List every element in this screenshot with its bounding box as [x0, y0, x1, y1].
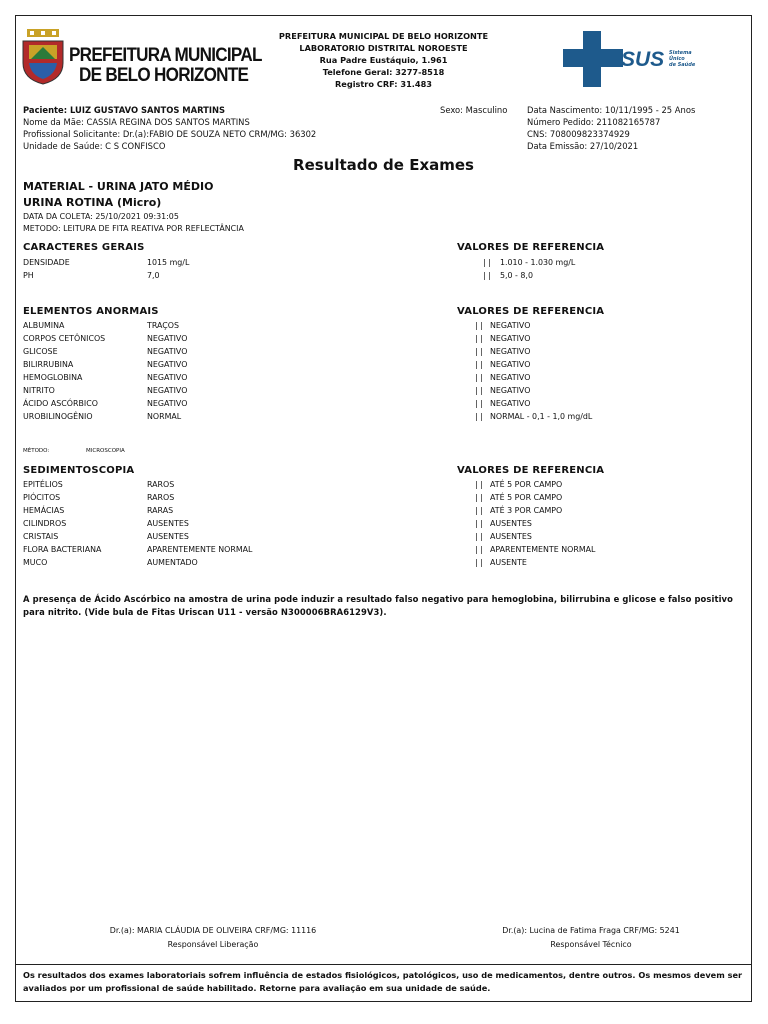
material-heading: MATERIAL - URINA JATO MÉDIO	[23, 180, 214, 193]
report-page	[15, 15, 752, 1002]
footer-divider	[16, 964, 751, 965]
header-line-5: Registro CRF: 31.483	[334, 79, 432, 89]
row-name: NITRITO	[23, 386, 55, 395]
row-name: DENSIDADE	[23, 258, 70, 267]
row-separator: | |	[475, 399, 483, 408]
row-name: CORPOS CETÔNICOS	[23, 334, 106, 343]
table-row	[23, 506, 743, 519]
row-separator: | |	[475, 321, 483, 330]
signature-name-right: Dr.(a): Lucina de Fatima Fraga CRF/MG: 5241	[502, 926, 680, 935]
logo-line-2: DE BELO HORIZONTE	[79, 65, 249, 86]
table-row	[23, 271, 743, 284]
sus-sub-3: de Saúde	[669, 62, 696, 68]
mother-name: Nome da Mãe: CASSIA REGINA DOS SANTOS MARTINS	[23, 117, 250, 127]
row-value: RAROS	[147, 493, 175, 502]
row-value: NORMAL	[147, 412, 182, 421]
table-row	[23, 412, 743, 425]
method2-label: MÉTODO:	[23, 448, 50, 454]
row-name: CRISTAIS	[23, 532, 59, 541]
table-row	[23, 493, 743, 506]
header-line-4: Telefone Geral: 3277-8518	[322, 67, 445, 77]
header-line-3: Rua Padre Eustáquio, 1.961	[319, 55, 448, 65]
row-separator: | |	[475, 360, 483, 369]
row-reference: NEGATIVO	[490, 360, 531, 369]
row-separator: | |	[475, 347, 483, 356]
row-value: NEGATIVO	[147, 386, 188, 395]
row-separator: | |	[475, 558, 483, 567]
row-separator: | |	[475, 506, 483, 515]
row-name: ÁCIDO ASCÓRBICO	[23, 399, 98, 408]
row-reference: 1.010 - 1.030 mg/L	[500, 258, 576, 267]
section-title-general: CARACTERES GERAIS	[23, 242, 145, 253]
row-name: BILIRRUBINA	[23, 360, 74, 369]
ascorbic-acid-note: A presença de Ácido Ascórbico na amostra de urina pode induzir a resultado falso negativo para hemoglobina, bilirrubina e glicose e falso positivo para nitrito. (Vide bula de Fitas Uriscan U11 - versão N300006BRA6129V3).	[23, 594, 733, 617]
row-reference: ATÉ 5 POR CAMPO	[490, 493, 563, 502]
row-value: NEGATIVO	[147, 399, 188, 408]
row-separator: | |	[475, 386, 483, 395]
table-row	[23, 386, 743, 399]
exam-heading: URINA ROTINA (Micro)	[23, 196, 162, 209]
table-row	[23, 399, 743, 412]
row-reference: AUSENTES	[490, 519, 532, 528]
row-value: RARAS	[147, 506, 174, 515]
table-row	[23, 321, 743, 334]
row-reference: ATÉ 5 POR CAMPO	[490, 480, 563, 489]
order-number: Número Pedido: 211082165787	[527, 117, 661, 127]
row-value: RAROS	[147, 480, 175, 489]
row-name: ALBUMINA	[23, 321, 65, 330]
row-separator: | |	[475, 334, 483, 343]
sus-logo	[563, 31, 713, 89]
row-separator: | |	[475, 532, 483, 541]
row-name: HEMÁCIAS	[23, 506, 65, 515]
row-reference: NEGATIVO	[490, 399, 531, 408]
section-title-abnormal: ELEMENTOS ANORMAIS	[23, 306, 159, 317]
row-reference: NEGATIVO	[490, 334, 531, 343]
row-name: EPITÉLIOS	[23, 480, 63, 489]
header-line-2: LABORATORIO DISTRITAL NOROESTE	[299, 43, 468, 53]
row-reference: NEGATIVO	[490, 386, 531, 395]
row-value: NEGATIVO	[147, 347, 188, 356]
row-value: NEGATIVO	[147, 373, 188, 382]
row-value: NEGATIVO	[147, 360, 188, 369]
birth-date: Data Nascimento: 10/11/1995 - 25 Anos	[527, 105, 696, 115]
row-value: TRAÇOS	[147, 321, 179, 330]
row-name: PH	[23, 271, 34, 280]
table-row	[23, 545, 743, 558]
row-separator: | |	[475, 493, 483, 502]
table-row	[23, 519, 743, 532]
row-reference: NEGATIVO	[490, 373, 531, 382]
row-reference: NEGATIVO	[490, 347, 531, 356]
health-unit: Unidade de Saúde: C S CONFISCO	[23, 141, 166, 151]
method-text: METODO: LEITURA DE FITA REATIVA POR REFLECTÂNCIA	[23, 224, 244, 233]
emission-date: Data Emissão: 27/10/2021	[527, 141, 639, 151]
table-row	[23, 258, 743, 271]
row-separator: | |	[475, 412, 483, 421]
row-separator: | |	[475, 545, 483, 554]
page-title: Resultado de Exames	[293, 156, 474, 174]
patient-name: Paciente: LUIZ GUSTAVO SANTOS MARTINS	[23, 105, 226, 115]
cns-number: CNS: 708009823374929	[527, 129, 630, 139]
row-name: PIÓCITOS	[23, 493, 61, 502]
header-line-1: PREFEITURA MUNICIPAL DE BELO HORIZONTE	[278, 31, 489, 41]
signature-role-left: Responsável Liberação	[167, 940, 259, 949]
footer-disclaimer: Os resultados dos exames laboratoriais sofrem influência de estados fisiológicos, patológicos, uso de medicamentos, dentre outros. Os mesmos devem ser avaliados por um profissional de saúde habilitado. Retorne para avaliação em sua unidade de saúde.	[23, 970, 743, 993]
sus-cross-icon	[563, 31, 627, 87]
row-separator: | |	[483, 258, 491, 267]
row-value: APARENTEMENTE NORMAL	[147, 545, 253, 554]
method2-value: MICROSCOPIA	[86, 448, 125, 454]
row-reference: AUSENTE	[490, 558, 527, 567]
section-title-sediment: SEDIMENTOSCOPIA	[23, 465, 135, 476]
table-row	[23, 360, 743, 373]
row-name: FLORA BACTERIANA	[23, 545, 102, 554]
table-row	[23, 558, 743, 571]
table-row	[23, 480, 743, 493]
row-separator: | |	[483, 271, 491, 280]
ref-header-sediment: VALORES DE REFERENCIA	[457, 465, 605, 476]
row-separator: | |	[475, 480, 483, 489]
patient-sex: Sexo: Masculino	[440, 105, 508, 115]
row-reference: NORMAL - 0,1 - 1,0 mg/dL	[490, 412, 593, 421]
sus-text: SUS	[621, 48, 665, 71]
row-name: UROBILINOGÊNIO	[23, 412, 93, 421]
row-name: MUCO	[23, 558, 48, 567]
row-name: GLICOSE	[23, 347, 58, 356]
row-reference: 5,0 - 8,0	[500, 271, 533, 280]
sus-sub-1: Sistema	[669, 50, 692, 56]
requesting-professional: Profissional Solicitante: Dr.(a):FABIO DE SOUZA NETO CRM/MG: 36302	[23, 129, 317, 139]
signature-name-left: Dr.(a): MARIA CLÁUDIA DE OLIVEIRA CRF/MG: 11116	[109, 926, 317, 935]
row-separator: | |	[475, 373, 483, 382]
row-name: HEMOGLOBINA	[23, 373, 83, 382]
signature-role-right: Responsável Técnico	[550, 940, 632, 949]
row-value: 7,0	[147, 271, 160, 280]
table-row	[23, 532, 743, 545]
row-reference: ATÉ 3 POR CAMPO	[490, 506, 563, 515]
logo-line-1: PREFEITURA MUNICIPAL	[69, 45, 262, 66]
row-separator: | |	[475, 519, 483, 528]
row-value: AUSENTES	[147, 532, 189, 541]
row-reference: AUSENTES	[490, 532, 532, 541]
sus-sub-2: Único	[669, 56, 685, 62]
row-value: AUMENTADO	[147, 558, 198, 567]
row-value: 1015 mg/L	[147, 258, 190, 267]
row-reference: NEGATIVO	[490, 321, 531, 330]
ref-header-general: VALORES DE REFERENCIA	[457, 242, 605, 253]
table-row	[23, 373, 743, 386]
row-value: AUSENTES	[147, 519, 189, 528]
table-row	[23, 334, 743, 347]
table-row	[23, 347, 743, 360]
collection-date: DATA DA COLETA: 25/10/2021 09:31:05	[23, 212, 179, 221]
ref-header-abnormal: VALORES DE REFERENCIA	[457, 306, 605, 317]
row-value: NEGATIVO	[147, 334, 188, 343]
row-reference: APARENTEMENTE NORMAL	[490, 545, 596, 554]
row-name: CILINDROS	[23, 519, 67, 528]
